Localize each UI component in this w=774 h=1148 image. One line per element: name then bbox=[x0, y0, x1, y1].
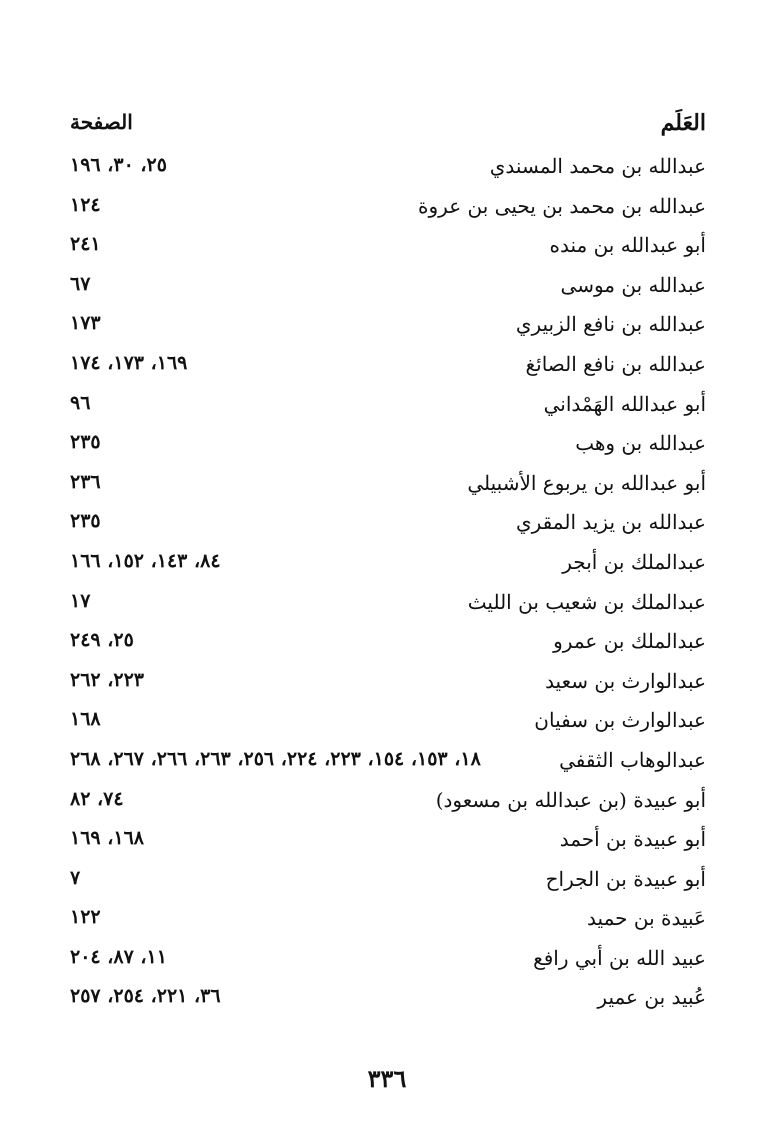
entry-pages: ١٧ bbox=[70, 589, 91, 612]
entry-pages: ١٢٤ bbox=[70, 193, 101, 216]
entry-pages: ٢٥، ٢٤٩ bbox=[70, 629, 134, 652]
index-entry bbox=[70, 425, 706, 465]
entry-pages: ٢٣٦ bbox=[70, 470, 101, 493]
entry-pages: ٨٤، ١٤٣، ١٥٢، ١٦٦ bbox=[70, 549, 221, 572]
index-entry bbox=[70, 623, 706, 663]
entry-pages: ١٧٣ bbox=[70, 312, 101, 335]
index-entry bbox=[70, 504, 706, 544]
entry-name: عبدالوارث بن سعيد bbox=[545, 668, 706, 693]
entry-pages: ٧٤، ٨٢ bbox=[70, 787, 124, 810]
index-entry bbox=[70, 267, 706, 307]
entry-pages: ١٢٢ bbox=[70, 906, 101, 929]
entry-pages: ١٦٨، ١٦٩ bbox=[70, 827, 144, 850]
entry-pages: ٢٣٥ bbox=[70, 431, 101, 454]
entry-name: عبدالله بن نافع الزبيري bbox=[515, 312, 706, 337]
entry-name: عبدالله بن موسى bbox=[560, 272, 706, 297]
entry-pages: ٣٦، ٢٢١، ٢٥٤، ٢٥٧ bbox=[70, 985, 221, 1008]
entry-pages: ١٨، ١٥٣، ١٥٤، ٢٢٣، ٢٢٤، ٢٥٦، ٢٦٣، ٢٦٦، ٢٦٧، ٢٦٨ bbox=[70, 747, 481, 770]
entry-pages: ٢٤١ bbox=[70, 233, 101, 256]
index-entry bbox=[70, 742, 706, 782]
entry-pages: ٧ bbox=[70, 866, 81, 889]
index-entry bbox=[70, 188, 706, 228]
index-entry bbox=[70, 386, 706, 426]
entry-pages: ٩٦ bbox=[70, 391, 91, 414]
index-entry bbox=[70, 584, 706, 624]
index-list bbox=[70, 148, 706, 1019]
index-entry bbox=[70, 782, 706, 822]
entry-pages: ٢٣٥ bbox=[70, 510, 101, 533]
entry-name: عُبيد بن عمير bbox=[597, 985, 706, 1010]
index-entry bbox=[70, 306, 706, 346]
index-entry bbox=[70, 346, 706, 386]
entry-pages: ٢٢٣، ٢٦٢ bbox=[70, 668, 144, 691]
entry-name: عبدالله بن وهب bbox=[575, 431, 706, 456]
index-entry bbox=[70, 465, 706, 505]
index-entry bbox=[70, 940, 706, 980]
entry-name: عبدالله بن نافع الصائغ bbox=[525, 351, 706, 376]
entry-name: عبدالملك بن عمرو bbox=[553, 629, 706, 654]
entry-name: عبدالملك بن أبجر bbox=[562, 549, 706, 574]
index-entry bbox=[70, 148, 706, 188]
entry-pages: ٢٥، ٣٠، ١٩٦ bbox=[70, 154, 167, 176]
entry-name: عبدالوارث بن سفيان bbox=[534, 708, 706, 733]
page-number: ٣٣٦ bbox=[367, 1064, 407, 1093]
entry-name: أبو عبيدة بن أحمد bbox=[559, 827, 706, 852]
entry-pages: ١٦٨ bbox=[70, 708, 101, 731]
entry-name: عبدالله بن محمد بن يحيى بن عروة bbox=[418, 193, 706, 218]
entry-name: عبدالله بن يزيد المقري bbox=[515, 510, 706, 535]
pages-column-heading: الصفحة bbox=[70, 110, 133, 134]
index-entry bbox=[70, 821, 706, 861]
entry-name: عبدالملك بن شعيب بن الليث bbox=[467, 589, 706, 614]
index-entry bbox=[70, 861, 706, 901]
index-header bbox=[70, 110, 706, 146]
index-entry bbox=[70, 544, 706, 584]
entry-name: عبيد الله بن أبي رافع bbox=[533, 945, 706, 970]
entry-name: أبو عبيدة بن الجراح bbox=[545, 866, 706, 891]
name-column-heading: العَلَم bbox=[660, 110, 706, 136]
entry-pages: ١١، ٨٧، ٢٠٤ bbox=[70, 945, 167, 968]
index-entry bbox=[70, 979, 706, 1019]
entry-pages: ١٦٩، ١٧٣، ١٧٤ bbox=[70, 351, 188, 374]
entry-name: أبو عبيدة (بن عبدالله بن مسعود) bbox=[435, 787, 706, 812]
index-entry bbox=[70, 702, 706, 742]
entry-name: عبدالله بن محمد المسندي bbox=[489, 154, 706, 178]
entry-name: أبو عبدالله بن منده bbox=[549, 233, 706, 258]
index-entry bbox=[70, 900, 706, 940]
entry-name: أبو عبدالله الهَمْداني bbox=[543, 391, 706, 416]
entry-name: أبو عبدالله بن يربوع الأشبيلي bbox=[467, 470, 706, 495]
entry-name: عَبيدة بن حميد bbox=[587, 906, 706, 931]
index-entry bbox=[70, 663, 706, 703]
entry-name: عبدالوهاب الثقفي bbox=[559, 747, 706, 772]
index-entry bbox=[70, 227, 706, 267]
entry-pages: ٦٧ bbox=[70, 272, 91, 295]
